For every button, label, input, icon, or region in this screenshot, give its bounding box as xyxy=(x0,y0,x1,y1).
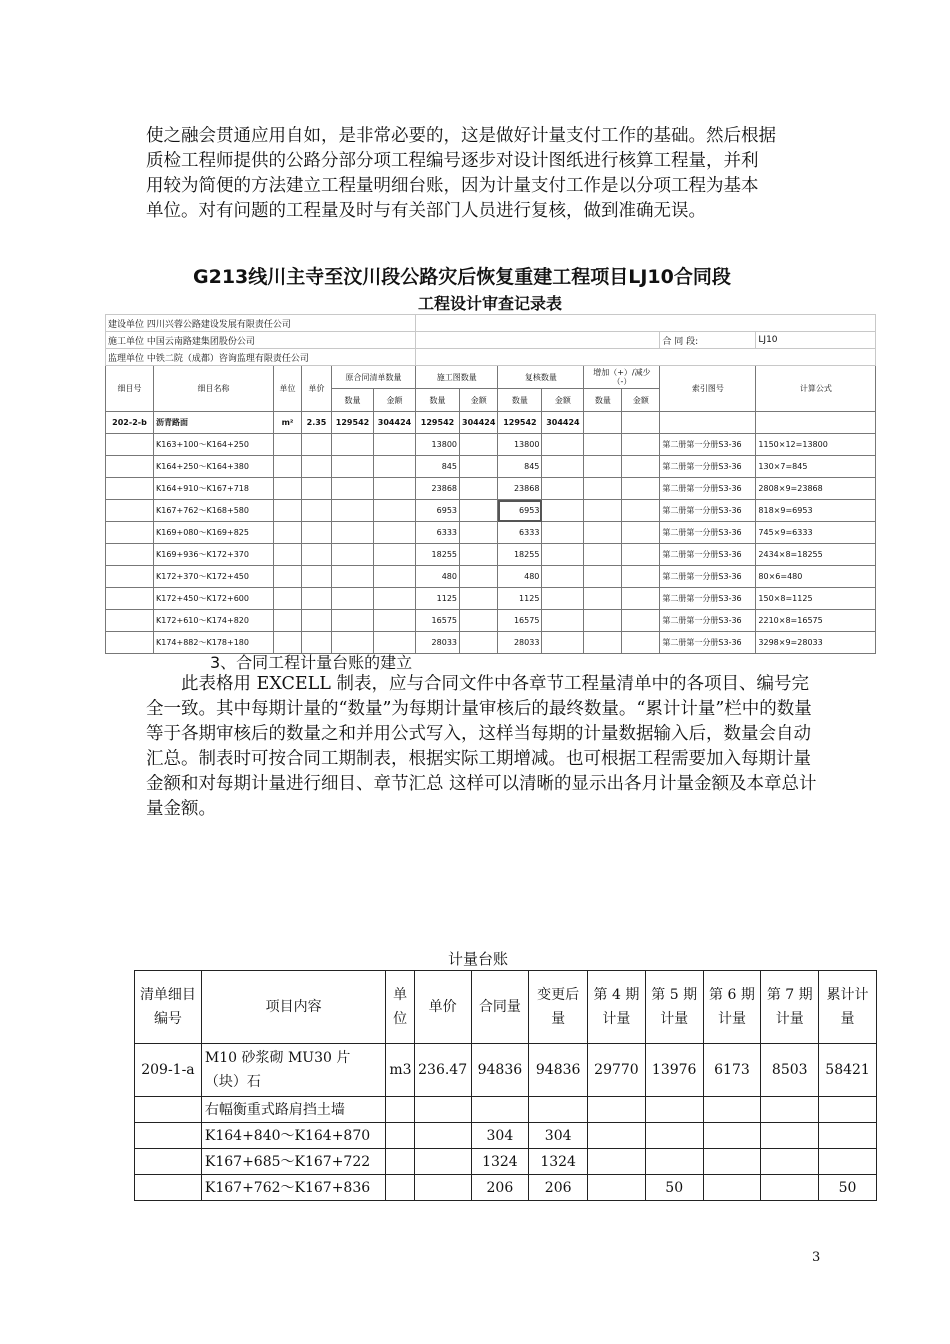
main-orig-amt: 304424 xyxy=(374,412,416,434)
empty-cell xyxy=(374,500,416,522)
main-row xyxy=(106,412,876,434)
detail-row xyxy=(106,588,876,610)
empty-cell xyxy=(584,632,622,654)
empty-cell xyxy=(302,588,332,610)
empty-cell xyxy=(274,434,302,456)
empty-cell xyxy=(584,610,622,632)
ledger-cell xyxy=(588,1175,646,1201)
ledger-cell: K164+840～K164+870 xyxy=(201,1123,385,1149)
intro-paragraph xyxy=(146,124,826,224)
ledger-cell xyxy=(703,1175,761,1201)
empty-cell xyxy=(460,632,498,654)
sub-amt: 金额 xyxy=(374,389,416,412)
ledger-cell: 209-1-a xyxy=(135,1044,202,1097)
empty-cell xyxy=(542,588,584,610)
detail-cell: 150×8=1125 xyxy=(756,588,876,610)
sheet-title: G213线川主寺至汶川段公路灾后恢复重建工程项目LJ10合同段 xyxy=(193,266,731,288)
empty-cell xyxy=(302,544,332,566)
detail-row xyxy=(106,566,876,588)
main-draw-qty: 129542 xyxy=(416,412,460,434)
empty-cell xyxy=(542,522,584,544)
ledger-header-cell: 第 7 期计量 xyxy=(761,971,819,1044)
ledger-cell: 206 xyxy=(471,1175,529,1201)
detail-cell: K163+100～K164+250 xyxy=(154,434,274,456)
detail-cell: 第二册第一分册S3-36 xyxy=(660,500,756,522)
empty-cell xyxy=(106,456,154,478)
detail-cell: 23868 xyxy=(498,478,542,500)
empty-cell xyxy=(302,500,332,522)
empty-cell xyxy=(374,522,416,544)
empty-cell xyxy=(106,610,154,632)
empty-cell xyxy=(584,456,622,478)
empty-cell xyxy=(460,500,498,522)
detail-cell: 28033 xyxy=(498,632,542,654)
empty-cell xyxy=(332,456,374,478)
ledger-header-cell: 第 4 期计量 xyxy=(588,971,646,1044)
col-change: 增加（+）/减少（-） xyxy=(584,366,660,389)
ledger-cell: 94836 xyxy=(471,1044,529,1097)
empty-cell xyxy=(584,544,622,566)
ledger-cell xyxy=(645,1149,703,1175)
ledger-table xyxy=(134,970,877,1201)
empty-cell xyxy=(106,632,154,654)
ledger-cell xyxy=(819,1149,877,1175)
detail-cell: 16575 xyxy=(498,610,542,632)
ledger-cell xyxy=(386,1097,414,1123)
detail-row xyxy=(106,434,876,456)
sub-qty: 数量 xyxy=(332,389,374,412)
ledger-cell xyxy=(761,1097,819,1123)
empty-cell xyxy=(332,588,374,610)
empty-cell xyxy=(622,522,660,544)
empty-cell xyxy=(332,610,374,632)
ledger-cell xyxy=(386,1123,414,1149)
detail-cell: 2210×8=16575 xyxy=(756,610,876,632)
detail-cell: 80×6=480 xyxy=(756,566,876,588)
detail-cell: 480 xyxy=(498,566,542,588)
empty-cell xyxy=(274,456,302,478)
ledger-row xyxy=(135,1149,877,1175)
empty-cell xyxy=(584,478,622,500)
empty-cell xyxy=(622,588,660,610)
ledger-cell: 94836 xyxy=(529,1044,588,1097)
empty-cell xyxy=(460,588,498,610)
col-drawing: 施工图数量 xyxy=(416,366,498,389)
detail-cell: 130×7=845 xyxy=(756,456,876,478)
ledger-cell: 206 xyxy=(529,1175,588,1201)
ledger-cell xyxy=(761,1175,819,1201)
detail-cell: 第二册第一分册S3-36 xyxy=(660,522,756,544)
empty-cell xyxy=(332,500,374,522)
empty-cell xyxy=(584,588,622,610)
detail-cell: 480 xyxy=(416,566,460,588)
detail-cell: 16575 xyxy=(416,610,460,632)
empty-cell xyxy=(460,522,498,544)
empty-cell xyxy=(460,434,498,456)
main-orig-qty: 129542 xyxy=(332,412,374,434)
sheet-subtitle: 工程设计审查记录表 xyxy=(418,294,563,313)
empty-cell xyxy=(302,566,332,588)
ledger-cell xyxy=(135,1175,202,1201)
ledger-row xyxy=(135,1097,877,1123)
empty-cell xyxy=(106,434,154,456)
contract-label: 合 同 段: xyxy=(660,332,756,349)
empty-cell xyxy=(622,478,660,500)
build-unit: 建设单位 四川兴蓉公路建设发展有限责任公司 xyxy=(106,315,416,332)
empty-cell xyxy=(332,522,374,544)
design-review-sheet xyxy=(105,262,895,654)
sub-qty: 数量 xyxy=(498,389,542,412)
empty-cell xyxy=(584,566,622,588)
sub-amt: 金额 xyxy=(622,389,660,412)
empty-cell xyxy=(332,544,374,566)
supervise-unit: 监理单位 中铁二院（成都）咨询监理有限责任公司 xyxy=(106,349,416,366)
col-orig: 原合同清单数量 xyxy=(332,366,416,389)
ledger-cell xyxy=(819,1123,877,1149)
detail-cell: 818×9=6953 xyxy=(756,500,876,522)
ledger-title: 计量台账 xyxy=(448,950,509,968)
detail-row xyxy=(106,544,876,566)
ledger-cell: K167+762～K167+836 xyxy=(201,1175,385,1201)
detail-cell: K164+910～K167+718 xyxy=(154,478,274,500)
ledger-cell: 6173 xyxy=(703,1044,761,1097)
ledger-cell xyxy=(386,1149,414,1175)
ledger-cell xyxy=(645,1123,703,1149)
empty-cell xyxy=(374,544,416,566)
detail-cell: K172+370～K172+450 xyxy=(154,566,274,588)
detail-cell: 6953 xyxy=(416,500,460,522)
ledger-cell xyxy=(645,1097,703,1123)
detail-cell: K169+080～K169+825 xyxy=(154,522,274,544)
detail-cell: 845 xyxy=(416,456,460,478)
empty-cell xyxy=(302,434,332,456)
empty-cell xyxy=(622,610,660,632)
empty-cell xyxy=(542,434,584,456)
empty-cell xyxy=(542,544,584,566)
detail-row xyxy=(106,500,876,522)
empty-cell xyxy=(622,544,660,566)
ledger-cell: M10 砂浆砌 MU30 片（块）石 xyxy=(201,1044,385,1097)
empty-cell xyxy=(374,588,416,610)
main-name: 沥青路面 xyxy=(154,412,274,434)
empty-cell xyxy=(374,566,416,588)
ledger-cell: 50 xyxy=(819,1175,877,1201)
ledger-cell: 右幅衡重式路肩挡土墙 xyxy=(201,1097,385,1123)
sub-amt: 金额 xyxy=(460,389,498,412)
main-draw-amt: 304424 xyxy=(460,412,498,434)
detail-cell: 18255 xyxy=(416,544,460,566)
empty-cell xyxy=(374,478,416,500)
ledger-cell xyxy=(588,1097,646,1123)
ledger-header-cell: 合同量 xyxy=(471,971,529,1044)
page-number: 3 xyxy=(812,1250,821,1265)
detail-row xyxy=(106,478,876,500)
empty-cell xyxy=(274,500,302,522)
ledger-cell: 58421 xyxy=(819,1044,877,1097)
empty-cell xyxy=(274,610,302,632)
text-line: 单位。对有问题的工程量及时与有关部门人员进行复核，做到准确无误。 xyxy=(146,201,706,221)
ledger-cell xyxy=(588,1123,646,1149)
sub-qty: 数量 xyxy=(584,389,622,412)
ledger-cell: 1324 xyxy=(471,1149,529,1175)
ledger-cell xyxy=(414,1097,471,1123)
detail-cell: 第二册第一分册S3-36 xyxy=(660,588,756,610)
detail-cell: 第二册第一分册S3-36 xyxy=(660,544,756,566)
detail-cell: K172+450～K172+600 xyxy=(154,588,274,610)
detail-cell: 2808×9=23868 xyxy=(756,478,876,500)
detail-cell: 第二册第一分册S3-36 xyxy=(660,566,756,588)
detail-cell: 6953 xyxy=(498,500,542,522)
ledger-row xyxy=(135,1123,877,1149)
detail-cell: K164+250～K164+380 xyxy=(154,456,274,478)
text-line: 用较为简便的方法建立工程量明细台账，因为计量支付工作是以分项工程为基本 xyxy=(146,176,759,196)
empty-cell xyxy=(374,456,416,478)
detail-cell: 6333 xyxy=(416,522,460,544)
empty-cell xyxy=(302,610,332,632)
empty-cell xyxy=(332,434,374,456)
col-review: 复核数量 xyxy=(498,366,584,389)
empty-cell xyxy=(622,500,660,522)
detail-cell: K174+882～K178+180 xyxy=(154,632,274,654)
ledger-cell xyxy=(703,1123,761,1149)
ledger-cell: m3 xyxy=(386,1044,414,1097)
empty-cell xyxy=(106,544,154,566)
ledger-paragraph: 此表格用 EXCELL 制表，应与合同文件中各章节工程量清单中的各项目、编号完全一致。其中每期计量的“数量”为每期计量审核后的最终数量。“累计计量”栏中的数量等于各期审核后的数量之和并用公式写入，这样当每期的计量数据输入后，数量会自动汇总。制表时可按合同工期制表，根据实际工期增减。也可根据工程需要加入每期计量金额和对每期计量进行细目、章节汇总 这样可以清晰的显示出各月计量金额及本章总计量金额。 xyxy=(146,674,817,819)
empty-cell xyxy=(584,434,622,456)
review-table xyxy=(105,314,876,654)
detail-row xyxy=(106,456,876,478)
empty-cell xyxy=(106,500,154,522)
empty-cell xyxy=(302,522,332,544)
detail-cell: 第二册第一分册S3-36 xyxy=(660,632,756,654)
ledger-cell xyxy=(386,1175,414,1201)
detail-cell: 18255 xyxy=(498,544,542,566)
col-index: 索引图号 xyxy=(660,366,756,412)
main-no: 202-2-b xyxy=(106,412,154,434)
detail-cell: 1125 xyxy=(498,588,542,610)
ledger-cell xyxy=(471,1097,529,1123)
ledger-header-row xyxy=(135,971,877,1044)
col-item-name: 细目名称 xyxy=(154,366,274,412)
empty-cell xyxy=(542,632,584,654)
ledger-cell xyxy=(703,1097,761,1123)
ledger-cell: 304 xyxy=(471,1123,529,1149)
detail-cell: 第二册第一分册S3-36 xyxy=(660,610,756,632)
detail-cell: 13800 xyxy=(498,434,542,456)
ledger-cell xyxy=(761,1123,819,1149)
detail-cell: K172+610～K174+820 xyxy=(154,610,274,632)
ledger-cell xyxy=(414,1149,471,1175)
empty-cell xyxy=(622,566,660,588)
empty-cell xyxy=(584,522,622,544)
detail-cell: 13800 xyxy=(416,434,460,456)
ledger-header-cell: 单价 xyxy=(414,971,471,1044)
text-line: 使之融会贯通应用自如，是非常必要的，这是做好计量支付工作的基础。然后根据 xyxy=(146,126,776,146)
empty-cell xyxy=(622,434,660,456)
ledger-cell: 304 xyxy=(529,1123,588,1149)
ledger-cell: 29770 xyxy=(588,1044,646,1097)
ledger-cell xyxy=(761,1149,819,1175)
ledger-header-cell: 累计计量 xyxy=(819,971,877,1044)
ledger-header-cell: 单位 xyxy=(386,971,414,1044)
detail-cell: K169+936～K172+370 xyxy=(154,544,274,566)
detail-cell: 2434×8=18255 xyxy=(756,544,876,566)
empty-cell xyxy=(460,610,498,632)
empty-cell xyxy=(584,500,622,522)
empty-cell xyxy=(542,500,584,522)
ledger-cell xyxy=(414,1123,471,1149)
empty-cell xyxy=(460,544,498,566)
detail-cell: K167+762～K168+580 xyxy=(154,500,274,522)
ledger-cell xyxy=(529,1097,588,1123)
empty-cell xyxy=(274,478,302,500)
empty-cell xyxy=(622,456,660,478)
ledger-cell xyxy=(819,1097,877,1123)
ledger-cell xyxy=(414,1175,471,1201)
ledger-cell: 8503 xyxy=(761,1044,819,1097)
empty-cell xyxy=(542,610,584,632)
ledger-row xyxy=(135,1044,877,1097)
empty-cell xyxy=(460,478,498,500)
ledger-header-cell: 项目内容 xyxy=(201,971,385,1044)
col-unit: 单位 xyxy=(274,366,302,412)
empty-cell xyxy=(274,522,302,544)
detail-cell: 6333 xyxy=(498,522,542,544)
detail-cell: 1125 xyxy=(416,588,460,610)
empty-cell xyxy=(302,478,332,500)
ledger-header-cell: 变更后量 xyxy=(529,971,588,1044)
empty-cell xyxy=(332,566,374,588)
empty-cell xyxy=(460,566,498,588)
ledger-cell: 50 xyxy=(645,1175,703,1201)
ledger-cell xyxy=(703,1149,761,1175)
ledger-cell: 236.47 xyxy=(414,1044,471,1097)
detail-cell: 第二册第一分册S3-36 xyxy=(660,434,756,456)
empty-cell xyxy=(622,632,660,654)
empty-cell xyxy=(542,478,584,500)
ledger-cell: 1324 xyxy=(529,1149,588,1175)
ledger-cell xyxy=(135,1149,202,1175)
main-rev-amt: 304424 xyxy=(542,412,584,434)
empty-cell xyxy=(460,456,498,478)
ledger-header-cell: 清单细目编号 xyxy=(135,971,202,1044)
detail-cell: 3298×9=28033 xyxy=(756,632,876,654)
detail-cell: 28033 xyxy=(416,632,460,654)
col-item-no: 细目号 xyxy=(106,366,154,412)
empty-cell xyxy=(302,456,332,478)
detail-cell: 第二册第一分册S3-36 xyxy=(660,478,756,500)
empty-cell xyxy=(374,610,416,632)
empty-cell xyxy=(542,456,584,478)
main-unit: m² xyxy=(274,412,302,434)
empty-cell xyxy=(332,478,374,500)
ledger-row xyxy=(135,1175,877,1201)
ledger-cell: K167+685～K167+722 xyxy=(201,1149,385,1175)
empty-cell xyxy=(106,566,154,588)
empty-cell xyxy=(542,566,584,588)
construct-unit: 施工单位 中国云南路建集团股份公司 xyxy=(106,332,416,349)
detail-cell: 745×9=6333 xyxy=(756,522,876,544)
detail-row xyxy=(106,522,876,544)
sub-qty: 数量 xyxy=(416,389,460,412)
text-line: 质检工程师提供的公路分部分项工程编号逐步对设计图纸进行核算工程量，并利 xyxy=(146,151,759,171)
sub-amt: 金额 xyxy=(542,389,584,412)
detail-cell: 第二册第一分册S3-36 xyxy=(660,456,756,478)
detail-row xyxy=(106,610,876,632)
col-price: 单价 xyxy=(302,366,332,412)
section-heading: 3、合同工程计量台账的建立 xyxy=(210,653,413,672)
main-price: 2.35 xyxy=(302,412,332,434)
empty-cell xyxy=(274,544,302,566)
ledger-cell xyxy=(135,1123,202,1149)
empty-cell xyxy=(106,478,154,500)
detail-cell: 845 xyxy=(498,456,542,478)
col-formula: 计算公式 xyxy=(756,366,876,412)
empty-cell xyxy=(106,588,154,610)
main-rev-qty: 129542 xyxy=(498,412,542,434)
ledger-header-cell: 第 6 期计量 xyxy=(703,971,761,1044)
empty-cell xyxy=(374,434,416,456)
empty-cell xyxy=(106,522,154,544)
ledger-cell xyxy=(135,1097,202,1123)
ledger-header-cell: 第 5 期计量 xyxy=(645,971,703,1044)
detail-cell: 1150×12=13800 xyxy=(756,434,876,456)
contract-value: LJ10 xyxy=(756,332,876,349)
ledger-cell xyxy=(588,1149,646,1175)
detail-cell: 23868 xyxy=(416,478,460,500)
empty-cell xyxy=(274,588,302,610)
empty-cell xyxy=(274,566,302,588)
ledger-cell: 13976 xyxy=(645,1044,703,1097)
